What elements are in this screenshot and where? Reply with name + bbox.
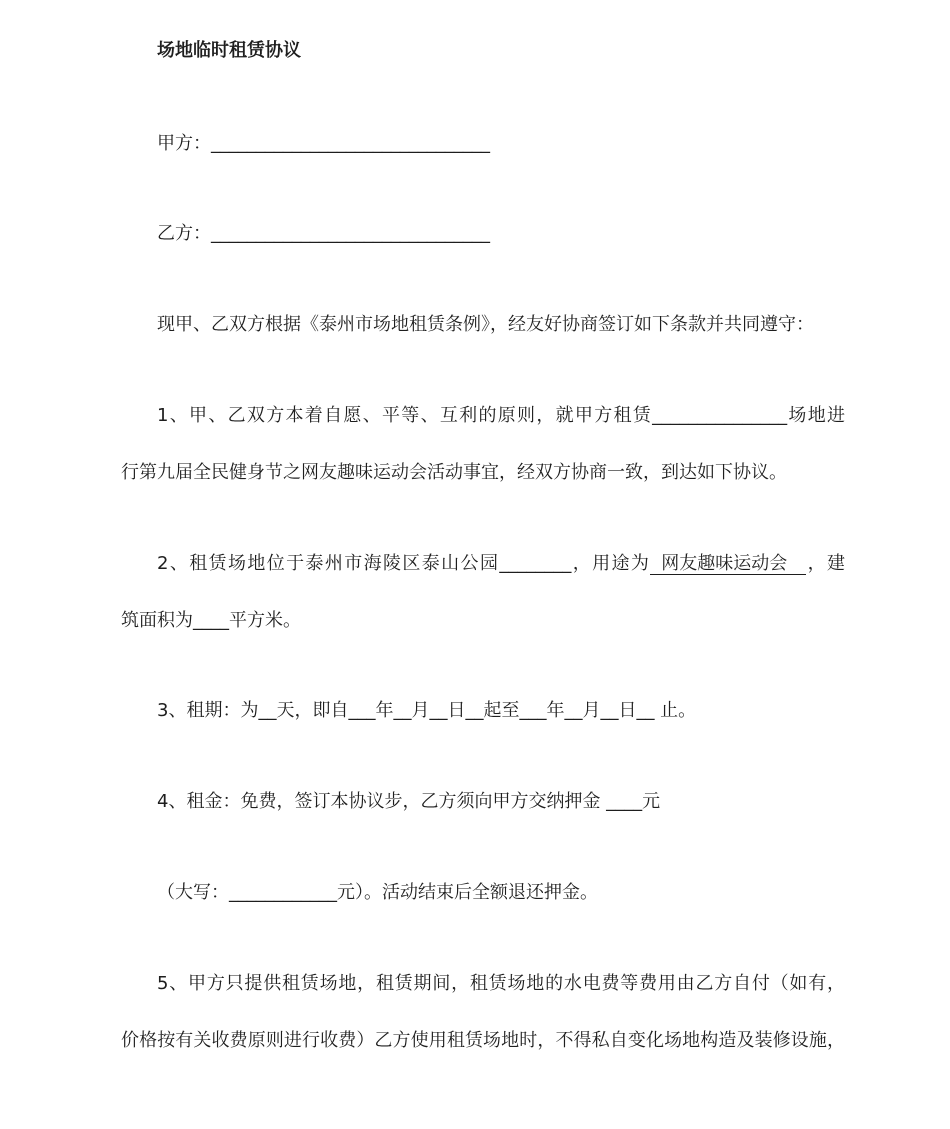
clause-2-text-before: 2、租赁场地位于泰州市海陵区泰山公园________，用途为 xyxy=(157,552,651,574)
party-a-line: 甲方：_______________________________ xyxy=(157,132,490,154)
clause-5-line-2: 价格按有关收费原则进行收费）乙方使用租赁场地时，不得私自变化场地构造及装修设施， xyxy=(121,1029,845,1051)
clause-1-line-2: 行第九届全民健身节之网友趣味运动会活动事宜，经双方协商一致，到达如下协议。 xyxy=(121,461,787,483)
clause-1-line-1: 1、甲、乙双方本着自愿、平等、互利的原则，就甲方租赁_______________场地进 xyxy=(157,404,845,426)
clause-4-line: 4、租金：免费，签订本协议步，乙方须向甲方交纳押金 ____元 xyxy=(157,791,661,812)
clause-2-text-after: ，建 xyxy=(806,552,845,574)
document-page xyxy=(121,22,845,1069)
party-b-line: 乙方：_______________________________ xyxy=(157,223,490,245)
clause-1 xyxy=(121,387,845,501)
clause-3: 3、租期：为__天，即自___年__月__日__起至___年__月__日__ 止。 xyxy=(157,700,697,722)
clause-4-amount-in-words: （大写：____________元）。活动结束后全额退还押金。 xyxy=(157,881,598,903)
clause-5 xyxy=(121,955,845,1069)
usage-field: 网友趣味运动会 xyxy=(650,554,806,575)
clause-2 xyxy=(121,535,845,649)
document-title: 场地临时租赁协议 xyxy=(157,40,301,61)
clause-2-line-1 xyxy=(121,535,845,592)
preamble: 现甲、乙双方根据《泰州市场地租赁条例》，经友好协商签订如下条款并共同遵守： xyxy=(157,314,814,335)
clause-5-line-1: 5、甲方只提供租赁场地，租赁期间，租赁场地的水电费等费用由乙方自付（如有， xyxy=(157,972,845,994)
clause-2-line-2: 筑面积为____平方米。 xyxy=(121,609,301,631)
